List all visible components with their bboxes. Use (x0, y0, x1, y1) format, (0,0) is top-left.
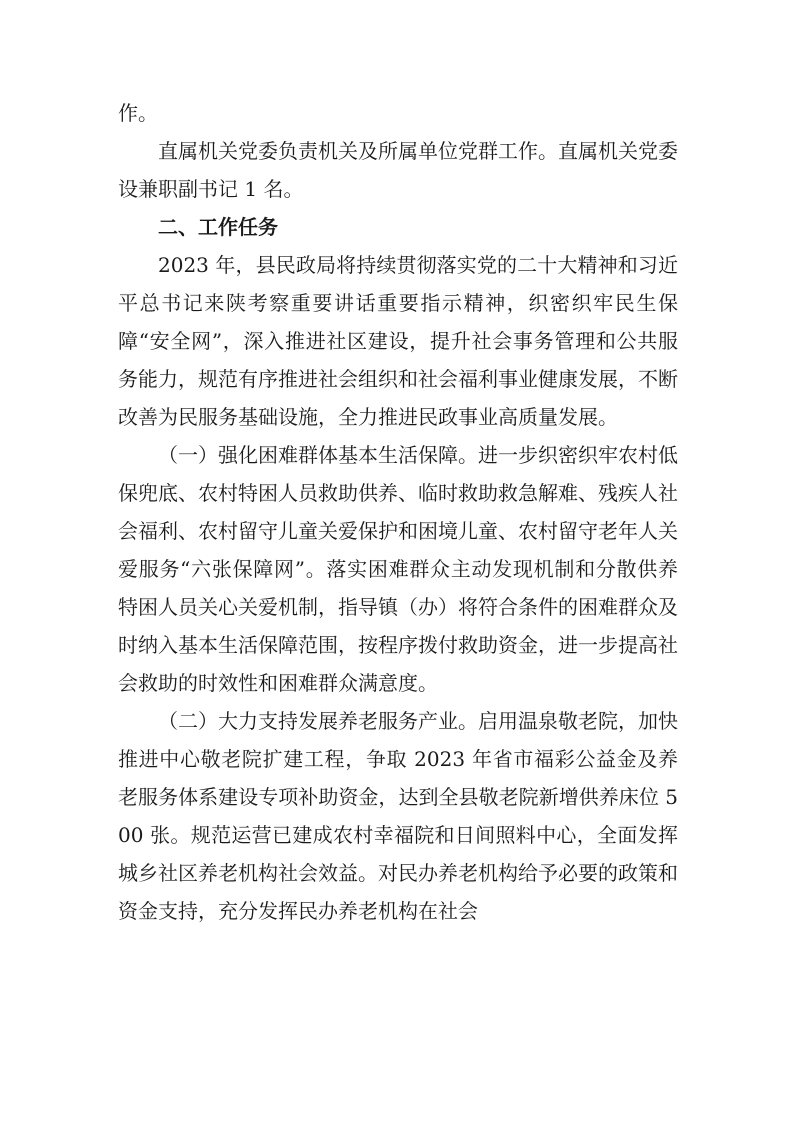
paragraph-continuation: 作。 (118, 101, 158, 125)
paragraph-party-committee: 直属机关党委负责机关及所属单位党群工作。直属机关党委设兼职副书记 1 名。 (118, 139, 678, 201)
paragraph-item-2: （二）大力支持发展养老服务产业。启用温泉敬老院，加快推进中心敬老院扩建工程，争取 2023 年省市福彩公益金及养老服务体系建设专项补助资金，达到全县敬老院新增供养床位 500 张。规范运营已建成农村幸福院和日间照料中心，全面发挥城乡社区养老机构社会效益。对民办养老机构给予必要的政策和资金支持，充分发挥民办养老机构在社会 (118, 709, 678, 923)
paragraph-item-1: （一）强化困难群体基本生活保障。进一步织密织牢农村低保兜底、农村特困人员救助供养、临时救助救急解难、残疾人社会福利、农村留守儿童关爱保护和困境儿童、农村留守老年人关爱服务“六张保障网”。落实困难群众主动发现机制和分散供养特困人员关心关爱机制，指导镇（办）将符合条件的困难群众及时纳入基本生活保障范围，按程序拨付救助资金，进一步提高社会救助的时效性和困难群众满意度。 (118, 443, 678, 695)
section-heading-work-tasks: 二、工作任务 (158, 215, 278, 239)
paragraph-overview: 2023 年，县民政局将持续贯彻落实党的二十大精神和习近平总书记来陕考察重要讲话重要指示精神，织密织牢民生保障“安全网”，深入推进社区建设，提升社会事务管理和公共服务能力，规范有序推进社会组织和社会福利事业健康发展，不断改善为民服务基础设施，全力推进民政事业高质量发展。 (118, 253, 678, 429)
document-body (118, 94, 678, 930)
